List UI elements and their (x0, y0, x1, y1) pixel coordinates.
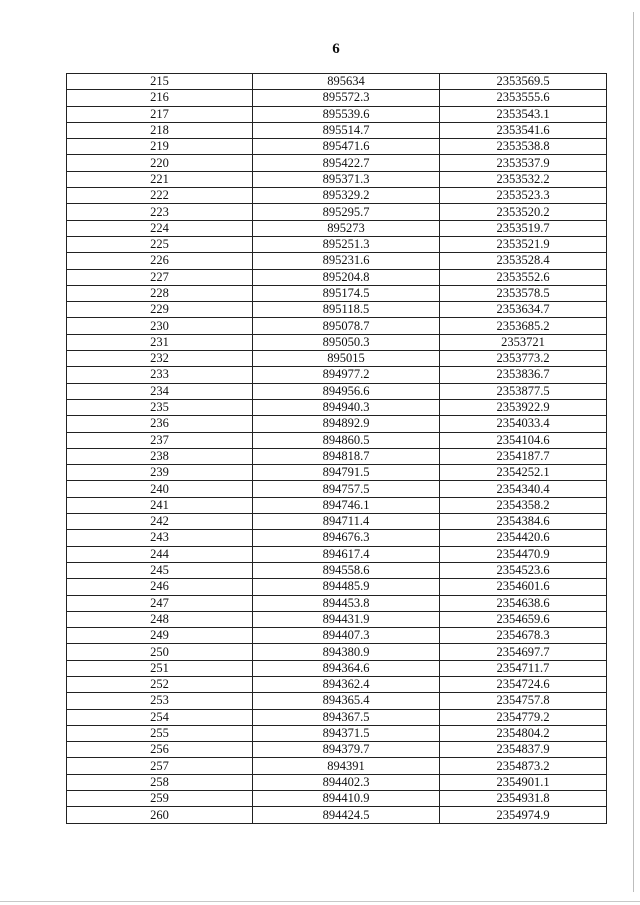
x-coordinate-cell: 894676.3 (253, 530, 440, 546)
x-coordinate-cell: 894757.5 (253, 481, 440, 497)
table-row (67, 628, 607, 644)
y-coordinate-cell: 2353528.4 (440, 253, 607, 269)
y-coordinate-cell: 2354779.2 (440, 709, 607, 725)
table-row (67, 530, 607, 546)
table-row (67, 399, 607, 415)
table-row (67, 725, 607, 741)
table-row (67, 188, 607, 204)
y-coordinate-cell: 2353541.6 (440, 122, 607, 138)
point-number-cell: 259 (67, 791, 253, 807)
x-coordinate-cell: 894558.6 (253, 562, 440, 578)
table-row (67, 791, 607, 807)
table-row (67, 155, 607, 171)
x-coordinate-cell: 895251.3 (253, 236, 440, 252)
x-coordinate-cell: 894791.5 (253, 465, 440, 481)
x-coordinate-cell: 895050.3 (253, 334, 440, 350)
table-row (67, 285, 607, 301)
y-coordinate-cell: 2354601.6 (440, 579, 607, 595)
y-coordinate-cell: 2354901.1 (440, 774, 607, 790)
y-coordinate-cell: 2354659.6 (440, 611, 607, 627)
x-coordinate-cell: 894892.9 (253, 416, 440, 432)
y-coordinate-cell: 2353543.1 (440, 106, 607, 122)
y-coordinate-cell: 2354873.2 (440, 758, 607, 774)
table-row (67, 334, 607, 350)
point-number-cell: 234 (67, 383, 253, 399)
y-coordinate-cell: 2353836.7 (440, 367, 607, 383)
table-row (67, 90, 607, 106)
y-coordinate-cell: 2353877.5 (440, 383, 607, 399)
x-coordinate-cell: 895174.5 (253, 285, 440, 301)
y-coordinate-cell: 2353569.5 (440, 74, 607, 90)
y-coordinate-cell: 2354470.9 (440, 546, 607, 562)
y-coordinate-cell: 2354420.6 (440, 530, 607, 546)
x-coordinate-cell: 894362.4 (253, 676, 440, 692)
point-number-cell: 232 (67, 351, 253, 367)
table-row (67, 660, 607, 676)
table-row (67, 758, 607, 774)
table-row (67, 579, 607, 595)
x-coordinate-cell: 895422.7 (253, 155, 440, 171)
x-coordinate-cell: 894364.6 (253, 660, 440, 676)
table-row (67, 693, 607, 709)
table-row (67, 644, 607, 660)
point-number-cell: 219 (67, 139, 253, 155)
y-coordinate-cell: 2354724.6 (440, 676, 607, 692)
x-coordinate-cell: 894410.9 (253, 791, 440, 807)
point-number-cell: 252 (67, 676, 253, 692)
table-row (67, 74, 607, 90)
x-coordinate-cell: 895015 (253, 351, 440, 367)
point-number-cell: 255 (67, 725, 253, 741)
y-coordinate-cell: 2353538.8 (440, 139, 607, 155)
point-number-cell: 258 (67, 774, 253, 790)
x-coordinate-cell: 895514.7 (253, 122, 440, 138)
point-number-cell: 218 (67, 122, 253, 138)
y-coordinate-cell: 2354523.6 (440, 562, 607, 578)
point-number-cell: 237 (67, 432, 253, 448)
point-number-cell: 221 (67, 171, 253, 187)
table-row (67, 171, 607, 187)
x-coordinate-cell: 895329.2 (253, 188, 440, 204)
x-coordinate-cell: 895078.7 (253, 318, 440, 334)
y-coordinate-cell: 2354711.7 (440, 660, 607, 676)
x-coordinate-cell: 894977.2 (253, 367, 440, 383)
point-number-cell: 248 (67, 611, 253, 627)
y-coordinate-cell: 2354340.4 (440, 481, 607, 497)
table-row (67, 807, 607, 823)
table-row (67, 220, 607, 236)
y-coordinate-cell: 2354252.1 (440, 465, 607, 481)
x-coordinate-cell: 894391 (253, 758, 440, 774)
x-coordinate-cell: 895118.5 (253, 302, 440, 318)
table-row (67, 318, 607, 334)
point-number-cell: 246 (67, 579, 253, 595)
table-row (67, 416, 607, 432)
table-row (67, 269, 607, 285)
x-coordinate-cell: 894407.3 (253, 628, 440, 644)
y-coordinate-cell: 2353521.9 (440, 236, 607, 252)
x-coordinate-cell: 894365.4 (253, 693, 440, 709)
x-coordinate-cell: 894956.6 (253, 383, 440, 399)
table-row (67, 351, 607, 367)
x-coordinate-cell: 894860.5 (253, 432, 440, 448)
x-coordinate-cell: 895471.6 (253, 139, 440, 155)
table-row (67, 611, 607, 627)
table-row (67, 383, 607, 399)
y-coordinate-cell: 2354384.6 (440, 514, 607, 530)
y-coordinate-cell: 2353578.5 (440, 285, 607, 301)
x-coordinate-cell: 894371.5 (253, 725, 440, 741)
x-coordinate-cell: 895295.7 (253, 204, 440, 220)
y-coordinate-cell: 2353519.7 (440, 220, 607, 236)
x-coordinate-cell: 894402.3 (253, 774, 440, 790)
point-number-cell: 225 (67, 236, 253, 252)
coordinates-table (66, 73, 607, 824)
point-number-cell: 240 (67, 481, 253, 497)
y-coordinate-cell: 2353685.2 (440, 318, 607, 334)
y-coordinate-cell: 2354638.6 (440, 595, 607, 611)
y-coordinate-cell: 2354931.8 (440, 791, 607, 807)
point-number-cell: 257 (67, 758, 253, 774)
point-number-cell: 235 (67, 399, 253, 415)
x-coordinate-cell: 895204.8 (253, 269, 440, 285)
point-number-cell: 260 (67, 807, 253, 823)
table-row (67, 562, 607, 578)
point-number-cell: 250 (67, 644, 253, 660)
point-number-cell: 242 (67, 514, 253, 530)
x-coordinate-cell: 894367.5 (253, 709, 440, 725)
y-coordinate-cell: 2354033.4 (440, 416, 607, 432)
table-row (67, 514, 607, 530)
table-row (67, 774, 607, 790)
y-coordinate-cell: 2353552.6 (440, 269, 607, 285)
x-coordinate-cell: 894379.7 (253, 742, 440, 758)
x-coordinate-cell: 894485.9 (253, 579, 440, 595)
point-number-cell: 222 (67, 188, 253, 204)
x-coordinate-cell: 894711.4 (253, 514, 440, 530)
point-number-cell: 244 (67, 546, 253, 562)
table-row (67, 236, 607, 252)
table-row (67, 742, 607, 758)
table-row (67, 432, 607, 448)
y-coordinate-cell: 2353922.9 (440, 399, 607, 415)
point-number-cell: 249 (67, 628, 253, 644)
point-number-cell: 254 (67, 709, 253, 725)
y-coordinate-cell: 2353537.9 (440, 155, 607, 171)
point-number-cell: 230 (67, 318, 253, 334)
point-number-cell: 231 (67, 334, 253, 350)
x-coordinate-cell: 895572.3 (253, 90, 440, 106)
table-row (67, 122, 607, 138)
x-coordinate-cell: 895634 (253, 74, 440, 90)
table-row (67, 465, 607, 481)
x-coordinate-cell: 895231.6 (253, 253, 440, 269)
point-number-cell: 229 (67, 302, 253, 318)
point-number-cell: 245 (67, 562, 253, 578)
y-coordinate-cell: 2354804.2 (440, 725, 607, 741)
point-number-cell: 253 (67, 693, 253, 709)
coordinates-table-body (67, 74, 607, 824)
point-number-cell: 243 (67, 530, 253, 546)
table-row (67, 106, 607, 122)
point-number-cell: 216 (67, 90, 253, 106)
x-coordinate-cell: 894424.5 (253, 807, 440, 823)
y-coordinate-cell: 2354697.7 (440, 644, 607, 660)
y-coordinate-cell: 2353773.2 (440, 351, 607, 367)
table-row (67, 367, 607, 383)
point-number-cell: 251 (67, 660, 253, 676)
x-coordinate-cell: 894380.9 (253, 644, 440, 660)
point-number-cell: 217 (67, 106, 253, 122)
point-number-cell: 241 (67, 497, 253, 513)
scan-edge-bottom (0, 901, 640, 902)
y-coordinate-cell: 2354187.7 (440, 448, 607, 464)
y-coordinate-cell: 2354974.9 (440, 807, 607, 823)
y-coordinate-cell: 2353721 (440, 334, 607, 350)
scan-edge-right (633, 12, 634, 892)
x-coordinate-cell: 895539.6 (253, 106, 440, 122)
point-number-cell: 233 (67, 367, 253, 383)
point-number-cell: 227 (67, 269, 253, 285)
point-number-cell: 223 (67, 204, 253, 220)
y-coordinate-cell: 2353520.2 (440, 204, 607, 220)
point-number-cell: 236 (67, 416, 253, 432)
table-row (67, 302, 607, 318)
table-row (67, 204, 607, 220)
y-coordinate-cell: 2354358.2 (440, 497, 607, 513)
x-coordinate-cell: 894818.7 (253, 448, 440, 464)
point-number-cell: 226 (67, 253, 253, 269)
table-row (67, 676, 607, 692)
point-number-cell: 238 (67, 448, 253, 464)
x-coordinate-cell: 894453.8 (253, 595, 440, 611)
point-number-cell: 256 (67, 742, 253, 758)
y-coordinate-cell: 2353634.7 (440, 302, 607, 318)
y-coordinate-cell: 2354837.9 (440, 742, 607, 758)
point-number-cell: 215 (67, 74, 253, 90)
point-number-cell: 224 (67, 220, 253, 236)
table-row (67, 595, 607, 611)
table-row (67, 139, 607, 155)
y-coordinate-cell: 2354104.6 (440, 432, 607, 448)
x-coordinate-cell: 895273 (253, 220, 440, 236)
x-coordinate-cell: 894617.4 (253, 546, 440, 562)
x-coordinate-cell: 895371.3 (253, 171, 440, 187)
table-row (67, 497, 607, 513)
point-number-cell: 239 (67, 465, 253, 481)
table-row (67, 253, 607, 269)
y-coordinate-cell: 2353523.3 (440, 188, 607, 204)
y-coordinate-cell: 2353532.2 (440, 171, 607, 187)
table-row (67, 448, 607, 464)
table-row (67, 709, 607, 725)
table-row (67, 546, 607, 562)
x-coordinate-cell: 894940.3 (253, 399, 440, 415)
y-coordinate-cell: 2353555.6 (440, 90, 607, 106)
y-coordinate-cell: 2354757.8 (440, 693, 607, 709)
page-number: 6 (332, 41, 340, 57)
y-coordinate-cell: 2354678.3 (440, 628, 607, 644)
point-number-cell: 220 (67, 155, 253, 171)
x-coordinate-cell: 894431.9 (253, 611, 440, 627)
x-coordinate-cell: 894746.1 (253, 497, 440, 513)
point-number-cell: 228 (67, 285, 253, 301)
point-number-cell: 247 (67, 595, 253, 611)
table-row (67, 481, 607, 497)
